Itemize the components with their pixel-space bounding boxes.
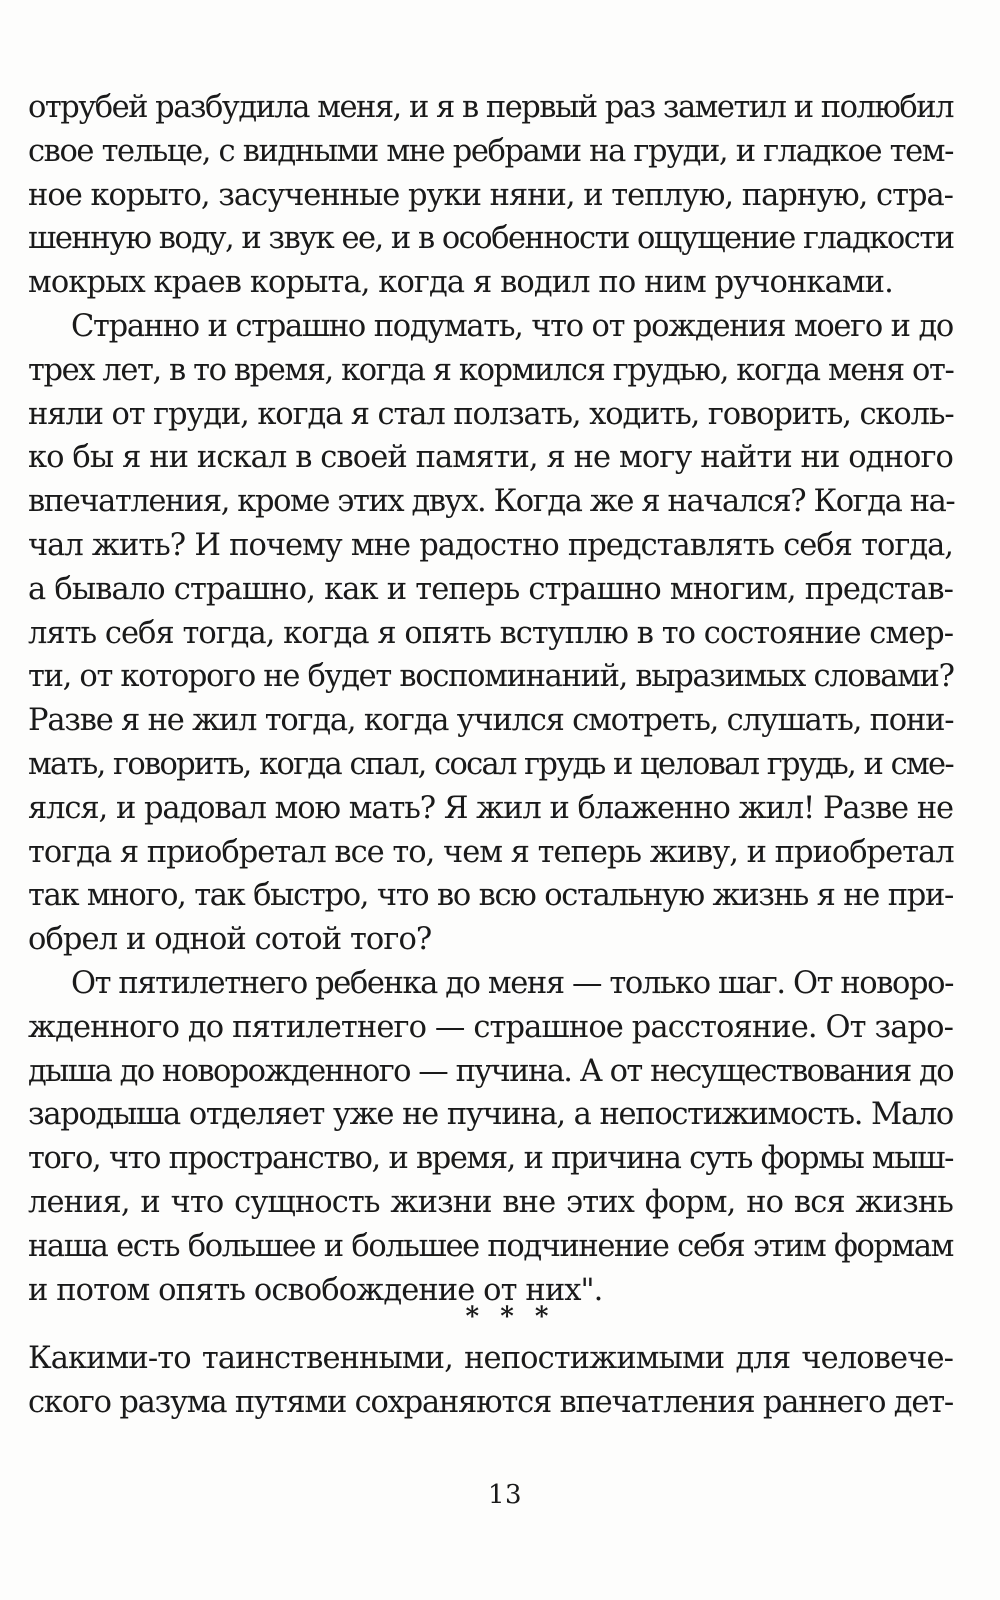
- text-line: ко бы я ни искал в своей памяти, я не могу найти ни одного: [28, 440, 953, 476]
- text-line: лять себя тогда, когда я опять вступлю в то состояние смер-: [28, 615, 953, 651]
- text-line: Разве я не жил тогда, когда учился смотреть, слушать, пони-: [28, 703, 954, 739]
- text-line: свое тельце, с видными мне ребрами на груди, и гладкое тем-: [28, 133, 953, 169]
- text-line: так много, так быстро, что во всю остальную жизнь я не при-: [28, 878, 953, 914]
- text-line: шенную воду, и звук ее, и в особенности ощущение гладкости: [28, 221, 954, 257]
- text-line: отрубей разбудила меня, и я в первый раз заметил и полюбил: [28, 90, 953, 125]
- text-line: обрел и одной сотой того?: [28, 922, 432, 958]
- text-line: мать, говорить, когда спал, сосал грудь и целовал грудь, и сме-: [28, 746, 953, 782]
- text-line: жденного до пятилетнего — страшное расстояние. От заро-: [28, 1009, 953, 1045]
- text-line: наша есть большее и большее подчинение себя этим формам: [28, 1228, 953, 1264]
- text-line: Странно и страшно подумать, что от рождения моего и до: [71, 308, 953, 344]
- text-line: ского разума путями сохраняются впечатления раннего дет-: [28, 1384, 953, 1420]
- text-line: того, что пространство, и время, и причина суть формы мыш-: [28, 1141, 953, 1177]
- text-line: зародыша отделяет уже не пучина, а непостижимость. Мало: [28, 1097, 953, 1133]
- text-line: трех лет, в то время, когда я кормился грудью, когда меня от-: [28, 352, 954, 388]
- text-line: мокрых краев корыта, когда я водил по ним ручонками.: [28, 265, 893, 301]
- text-line: дыша до новорожденного — пучина. А от несуществования до: [28, 1053, 953, 1089]
- main-text: [28, 86, 953, 1312]
- text-line: няли от груди, когда я стал ползать, ходить, говорить, сколь-: [28, 396, 954, 432]
- new-section-text: [28, 1337, 953, 1425]
- text-line: чал жить? И почему мне радостно представлять себя тогда,: [28, 527, 953, 563]
- text-line: ялся, и радовал мою мать? Я жил и блаженно жил! Разве не: [28, 790, 953, 826]
- text-line: От пятилетнего ребенка до меня — только шаг. От новоро-: [71, 965, 953, 1001]
- text-line: ления, и что сущность жизни вне этих форм, но вся жизнь: [28, 1184, 953, 1220]
- page-number: 13: [487, 1480, 523, 1510]
- text-line: ное корыто, засученные руки няни, и теплую, парную, стра-: [28, 177, 953, 213]
- text-line: а бывало страшно, как и теперь страшно многим, представ-: [28, 571, 953, 607]
- text-line: впечатления, кроме этих двух. Когда же я начался? Когда на-: [28, 484, 955, 520]
- section-separator: * * *: [465, 1302, 555, 1332]
- text-line: ти, от которого не будет воспоминаний, выразимых словами?: [28, 659, 954, 695]
- text-line: Какими-то таинственными, непостижимыми для человече-: [28, 1341, 953, 1376]
- text-line: тогда я приобретал все то, чем я теперь живу, и приобретал: [28, 834, 954, 870]
- text-line: и потом опять освобождение от них".: [28, 1272, 603, 1308]
